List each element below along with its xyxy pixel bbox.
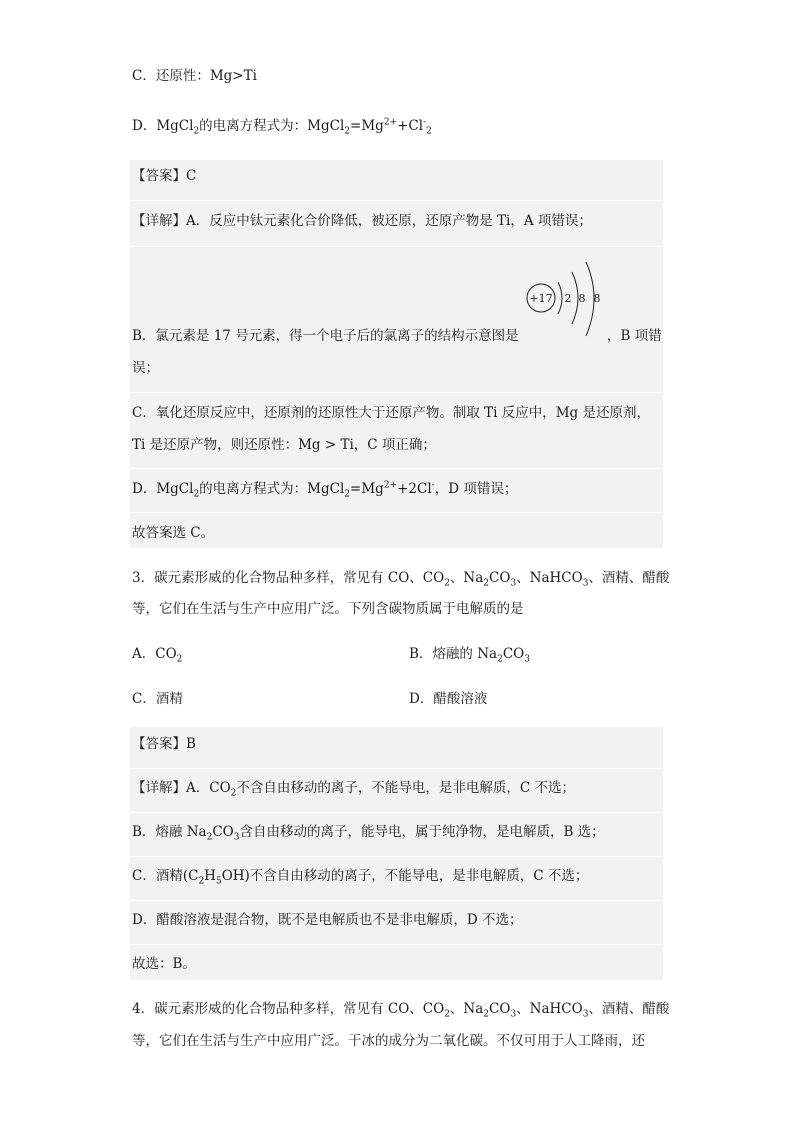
- divider: [130, 768, 663, 769]
- q2-option-c: C．还原性：Mg>Ti: [132, 68, 257, 84]
- divider: [130, 512, 663, 513]
- q3-option-a: A．$CO_2$: [132, 646, 183, 665]
- q3-detail-d: D．醋酸溶液是混合物，既不是电解质也不是非电解质，D 不选；: [132, 912, 523, 928]
- q4-stem-line2: 等，它们在生活与生产中应用广泛。干冰的成分为二氧化碳。不仅可用于人工降雨，还: [132, 1033, 645, 1049]
- q2-option-d: D．MgCl$_2$的电离方程式为：$MgCl_2=Mg^{2+}+Cl^-_2$: [132, 117, 432, 137]
- q3-option-c: C．酒精: [132, 691, 183, 707]
- q2-detail-c-line1: C．氧化还原反应中，还原剂的还原性大于还原产物。制取 Ti 反应中，Mg 是还原剂，: [132, 405, 650, 421]
- divider: [130, 812, 663, 813]
- divider: [130, 246, 663, 247]
- divider: [130, 856, 663, 857]
- q4-stem-line1: 4．碳元素形威的化合物品种多样，常见有 CO、$CO_2$、$Na_2CO_3$、NaHCO$_3$、酒精、醋酸: [132, 1001, 670, 1020]
- q2-detail-c-line2: Ti 是还原产物，则还原性：Mg > Ti，C 项正确；: [132, 437, 436, 453]
- q2-conclusion: 故答案选 C。: [132, 525, 215, 541]
- q3-stem-line1: 3．碳元素形威的化合物品种多样，常见有 CO、$CO_2$、$Na_2CO_3$、NaHCO$_3$、酒精、醋酸: [132, 570, 670, 589]
- shell-count: 2: [564, 292, 572, 305]
- q2-detail-d: D．MgCl$_2$的电离方程式为：$MgCl_2=Mg^{2+}+2Cl^-$，D 项错误；: [132, 480, 518, 500]
- q3-detail-b: B．熔融 $Na_2CO_3$含自由移动的离子，能导电，属于纯净物，是电解质，B 选；: [132, 824, 605, 843]
- divider: [130, 392, 663, 393]
- divider: [130, 200, 663, 201]
- q3-answer-block: [130, 727, 663, 980]
- shell-arc: [558, 282, 562, 314]
- q3-detail-c: C．酒精$(C_2H_5OH)$不含自由移动的离子，不能导电，是非电解质，C 不选；: [132, 868, 589, 887]
- divider: [130, 468, 663, 469]
- q3-conclusion: 故选：B。: [132, 956, 196, 972]
- q3-option-d: D．醋酸溶液: [409, 691, 488, 707]
- q2-detail-a: 【详解】A．反应中钛元素化合价降低，被还原，还原产物是 Ti，A 项错误；: [132, 213, 592, 229]
- q3-answer: 【答案】B: [132, 736, 196, 752]
- q3-stem-line2: 等，它们在生活与生产中应用广泛。下列含碳物质属于电解质的是: [132, 601, 524, 617]
- divider: [130, 944, 663, 945]
- shell-count: 8: [593, 292, 601, 305]
- shell-arc: [572, 272, 578, 324]
- divider: [130, 900, 663, 901]
- nucleus-charge: +17: [529, 292, 553, 305]
- q3-option-b: B．熔融的 $Na_2CO_3$: [409, 646, 530, 665]
- q2-detail-b-wrap: 误；: [132, 360, 159, 376]
- q2-detail-b-tail: ，B 项错: [607, 328, 662, 344]
- shell-count: 8: [578, 292, 586, 305]
- q2-answer: 【答案】C: [132, 168, 197, 184]
- q2-detail-b: B．氯元素是 17 号元素，得一个电子后的氯离子的结构示意图是: [132, 328, 519, 344]
- chloride-ion-diagram: [522, 258, 612, 340]
- q3-detail-a: 【详解】A．$CO_2$不含自由移动的离子，不能导电，是非电解质，C 不选；: [132, 780, 576, 799]
